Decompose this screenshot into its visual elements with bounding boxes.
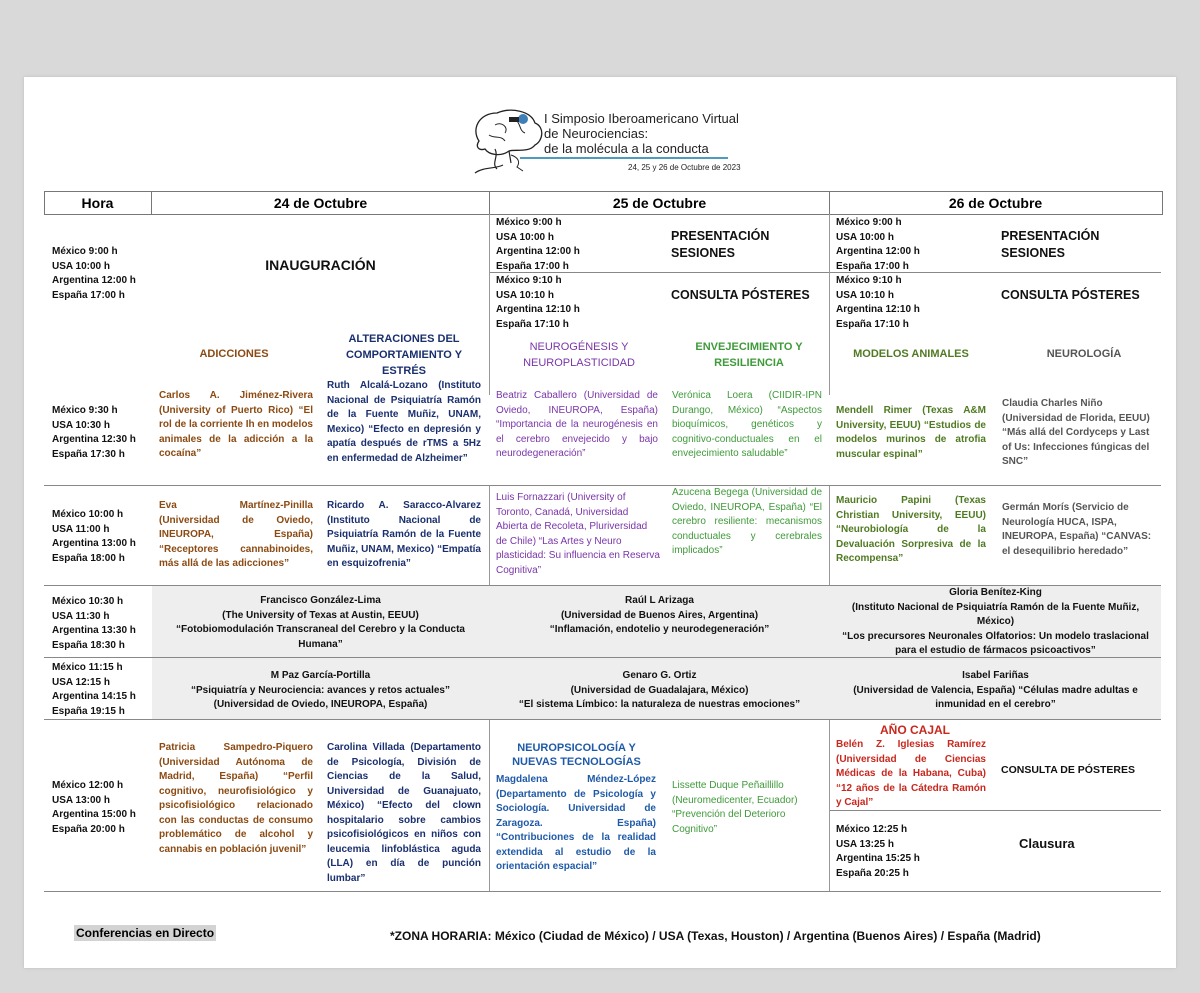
session-neurogenesis: NEUROGÉNESIS Y NEUROPLASTICIDAD <box>523 341 635 369</box>
talk-martinez-pinilla: Eva Martínez-Pinilla (Universidad de Oviedo, INEUROPA, España) “Receptores cannabinoides, más allá de las adicciones” <box>159 500 313 569</box>
legend-directo: Conferencias en Directo <box>76 926 215 940</box>
plenary-farinas: Isabel Fariñas (Universidad de Valencia, España) “Células madre adultas e inmunidad en el cerebro” <box>853 670 1138 710</box>
time-900-d2: México 9:00 h USA 10:00 h Argentina 12:00 h España 17:00 h <box>496 217 580 272</box>
col-hora: Hora <box>81 195 114 211</box>
talk-sampedro-piquero: Patricia Sampedro-Piquero (Universidad Autónoma de Madrid, España) “Perfil cognitivo, neurofisiológico y psicofisiológico relacionado con las conductas de consumo problemático de alcohol y cannabis en población juvenil” <box>159 742 313 855</box>
talk-saracco-alvarez: Ricardo A. Saracco-Alvarez (Instituto Nacional de Psiquiatría Ramón de la Fuente Muñiz, UNAM, Mexico) “Empatía en esquizofrenia” <box>327 500 481 569</box>
talk-villada: Carolina Villada (Departamento de Psicología, División de Ciencias de la Salud, Universidad de Guanajuato, México) “Efecto del clown hospitalario sobre cambios psicofisiológicos en niños con leucemia linfoblástica aguda (LLA) en día de punción lumbar” <box>327 742 481 884</box>
plenary-ortiz: Genaro G. Ortiz (Universidad de Guadalajara, México) “El sistema Límbico: la naturaleza de nuestras emociones” <box>518 670 801 710</box>
brain-logo-icon <box>465 105 555 177</box>
session-alteraciones: ALTERACIONES DEL COMPORTAMIENTO Y ESTRÉS <box>345 333 463 377</box>
plenary-garcia-portilla: M Paz García-Portilla “Psiquiatría y Neurociencia: avances y retos actuales” (Universidad de Oviedo, INEUROPA, España) <box>190 670 450 710</box>
symposium-dates: 24, 25 y 26 de Octubre de 2023 <box>628 163 741 172</box>
ano-cajal-title: AÑO CAJAL <box>880 723 951 737</box>
col-day1: 24 de Octubre <box>273 195 368 211</box>
session-adicciones: ADICCIONES <box>199 348 269 360</box>
consulta-posteres-2: CONSULTA DE PÓSTERES <box>1001 764 1135 776</box>
talk-alcala-lozano: Ruth Alcalá-Lozano (Instituto Nacional de Psiquiatría Ramón de la Fuente Muñiz, UNAM, Mexico) “Efecto en depresión y apatía después de rTMS a 5Hz en enfermedad de Alzheimer” <box>327 380 481 464</box>
talk-moris: Germán Morís (Servicio de Neurología HUCA, ISPA, INEUROPA, España) “CANVAS: el desequilibrio heredado” <box>1002 502 1152 557</box>
talk-charles-nino: Claudia Charles Niño (Universidad de Florida, EEUU) “Más allá del Cordyceps y Last of Us: Infecciones fúngicas del SNC” <box>1002 398 1150 467</box>
plenary-arizaga: Raúl L Arizaga (Universidad de Buenos Aires, Argentina) “Inflamación, endotelio y neurodegeneración” <box>549 595 770 635</box>
inauguracion-label: INAUGURACIÓN <box>265 257 376 273</box>
clausura-label: Clausura <box>1019 836 1075 851</box>
title-rule <box>520 157 728 159</box>
time-900: México 9:00 h USA 10:00 h Argentina 12:00 h España 17:00 h <box>52 246 136 301</box>
consulta-d3: CONSULTA PÓSTERES <box>1001 288 1140 302</box>
schedule-sheet <box>24 77 1176 968</box>
time-1225: México 12:25 h USA 13:25 h Argentina 15:25 h España 20:25 h <box>836 824 920 879</box>
talk-fornazzari: Luis Fornazzari (University of Toronto, Canadá, Universidad Abierta de Recoleta, Pluriversidad de Chile) “Las Artes y Neuro plasticidad: Su influencia en Reserva Cognitiva” <box>496 492 660 576</box>
plenary-gonzalez-lima: Francisco González-Lima (The University of Texas at Austin, EEUU) “Fotobiomodulación Transcraneal del Cerebro y la Conducta Humana” <box>176 595 465 650</box>
time-1030: México 10:30 h USA 11:30 h Argentina 13:30 h España 18:30 h <box>52 596 136 651</box>
time-910-d2: México 9:10 h USA 10:10 h Argentina 12:10 h España 17:10 h <box>496 275 580 330</box>
zona-horaria: *ZONA HORARIA: México (Ciudad de México) / USA (Texas, Houston) / Argentina (Buenos Aires) / España (Madrid) <box>390 929 1041 943</box>
session-neuropsicologia: NEUROPSICOLOGÍA Y NUEVAS TECNOLOGÍAS <box>512 742 641 768</box>
time-910-d3: México 9:10 h USA 10:10 h Argentina 12:10 h España 17:10 h <box>836 275 920 330</box>
col-day2: 25 de Octubre <box>612 195 707 211</box>
time-1115: México 11:15 h USA 12:15 h Argentina 14:15 h España 19:15 h <box>52 662 136 717</box>
talk-papini: Mauricio Papini (Texas Christian University, EEUU) “Neurobiología de la Devaluación Sorpresiva de la Recompensa” <box>836 495 986 564</box>
plenary-benitez-king: Gloria Benítez-King (Instituto Nacional de Psiquiatría Ramón de la Fuente Muñiz, México) “Los precursores Neuronales Olfatorios: Un modelo traslacional para el estudio de fármacos psicoactivos” <box>842 587 1149 656</box>
symposium-title: I Simposio Iberoamericano Virtual de Neurociencias: de la molécula a la conducta <box>544 111 739 156</box>
talk-iglesias-ramirez: Belén Z. Iglesias Ramírez (Universidad de Ciencias Médicas de la Habana, Cuba) “12 años de la Cátedra Ramón y Cajal” <box>836 739 986 808</box>
talk-loera: Verónica Loera (CIIDIR-IPN Durango, México) “Aspectos bioquímicos, genéticos y cognitivo-conductuales en el envejecimiento saludable” <box>672 390 822 459</box>
time-900-d3: México 9:00 h USA 10:00 h Argentina 12:00 h España 17:00 h <box>836 217 920 272</box>
talk-rimer: Mendell Rimer (Texas A&M University, EEUU) “Estudios de modelos murinos de atrofia muscular espinal” <box>836 405 986 460</box>
presentacion-d3: PRESENTACIÓN SESIONES <box>1001 229 1100 260</box>
session-envejecimiento: ENVEJECIMIENTO Y RESILIENCIA <box>695 341 803 369</box>
time-1200: México 12:00 h USA 13:00 h Argentina 15:00 h España 20:00 h <box>52 780 136 835</box>
talk-begega: Azucena Begega (Universidad de Oviedo, INEUROPA, España) “El cerebro resiliente: mecanismos conductuales y cerebrales implicados” <box>672 487 822 556</box>
talk-duque: Lissette Duque Peñaillillo (Neuromedicenter, Ecuador) “Prevención del Deterioro Cognitivo” <box>672 780 798 835</box>
consulta-d2: CONSULTA PÓSTERES <box>671 288 810 302</box>
col-day3: 26 de Octubre <box>948 195 1043 211</box>
talk-caballero: Beatriz Caballero (Universidad de Oviedo, INEUROPA, España) “Importancia de la neurogénesis en el cerebro envejecido y bajo neurodegeneración” <box>496 390 658 459</box>
session-modelos: MODELOS ANIMALES <box>853 348 969 360</box>
talk-jimenez-rivera: Carlos A. Jiménez-Rivera (University of Puerto Rico) “El rol de la corriente Ih en modelos animales de la adicción a la cocaína” <box>159 390 313 459</box>
presentacion-d2: PRESENTACIÓN SESIONES <box>671 229 770 260</box>
time-1000: México 10:00 h USA 11:00 h Argentina 13:00 h España 18:00 h <box>52 509 136 564</box>
talk-mendez-lopez: Magdalena Méndez-López (Departamento de Psicología y Sociología. Universidad de Zaragoza. España) “Contribuciones de la realidad extendida al estudio de la orientación espacial” <box>496 774 656 872</box>
time-930: México 9:30 h USA 10:30 h Argentina 12:30 h España 17:30 h <box>52 405 136 460</box>
session-neurologia: NEUROLOGÍA <box>1046 348 1122 360</box>
